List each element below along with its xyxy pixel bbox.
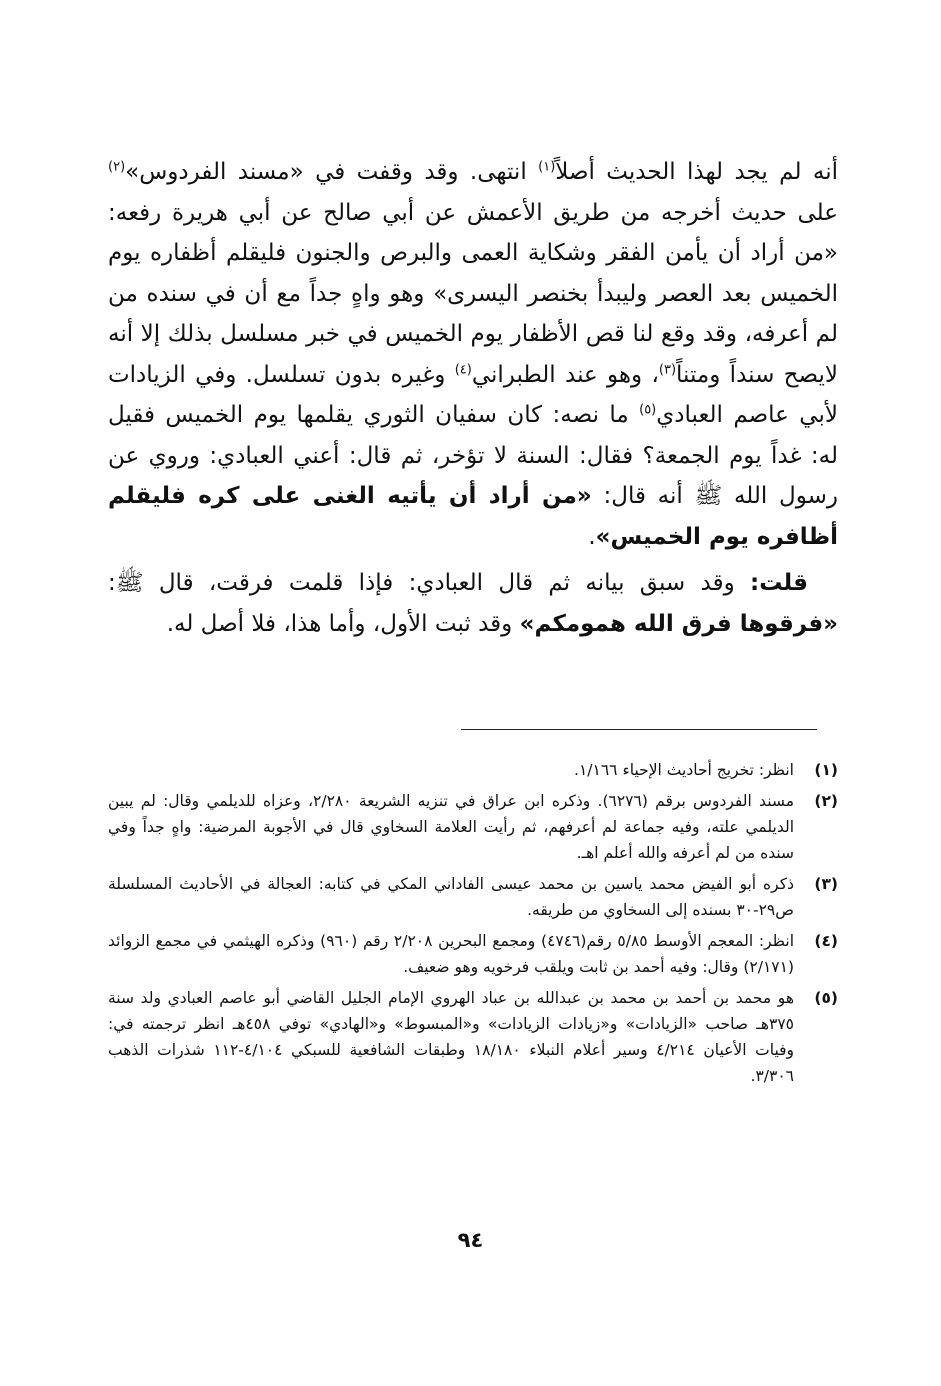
text-segment: وقد ثبت الأول، وأما هذا، فلا أصل له. (166, 610, 520, 637)
footnote-ref-5: (٥) (639, 402, 657, 418)
footnote-text: انظر: تخريج أحاديث الإحياء ١/١٦٦. (574, 761, 794, 779)
footnote-4 (108, 928, 838, 980)
footnote-2 (108, 788, 838, 866)
footnote-text: انظر: المعجم الأوسط ٥/٨٥ رقم(٤٧٤٦) ومجمع البحرين ٢/٢٠٨ رقم (٩٦٠) وذكره الهيثمي في مجمع الزوائد (٢/١٧١) وقال: وفيه أحمد بن ثابت ويلقب فرخويه وهو ضعيف. (108, 932, 795, 976)
footnote-text: مسند الفردوس برقم (٦٢٧٦). وذكره ابن عراق في تنزيه الشريعة ٢/٢٨٠، وعزاه للديلمي وقال: لم يبين الديلمي علته، وفيه جماعة لم أعرفهم، ثم رأيت العلامة السخاوي قال في الأجوبة المرضية: واهٍ جداً وفي سنده من لم أعرفه والله أعلم اهـ. (108, 792, 794, 862)
text-segment: أنه لم يجد لهذا الحديث أصلاً (555, 159, 839, 185)
footnote-3 (108, 871, 838, 923)
qultu-label: قلت: (750, 570, 808, 596)
paragraph-2 (108, 563, 838, 644)
footnote-number: (٥) (814, 989, 838, 1007)
footnote-divider (461, 729, 817, 730)
paragraph-1 (108, 152, 838, 557)
text-segment: وغيره بدون تسلسل. وفي الزيادات لأبي عاصم العبادي (108, 361, 838, 428)
text-segment: على حديث أخرجه من طريق الأعمش عن أبي صالح عن أبي هريرة رفعه: «من أراد أن يأمن الفقر وشكاية العمى والبرص والجنون فليقلم أظفاره يوم الخميس بعد العصر وليبدأ بخنصر اليسرى» وهو واهٍ جداً مع أن في سنده من لم أعرفه، وقد وقع لنا قص الأظفار يوم الخميس في خبر مسلسل بذلك إلا أنه لايصح سنداً ومتناً (108, 199, 838, 388)
text-segment: ما نصه: كان سفيان الثوري يقلمها يوم الخميس فقيل له: غداً يوم الجمعة؟ فقال: السنة لا تؤخر، ثم قال: أعني العبادي: وروي عن رسول الله ﷺ أنه قال: (108, 402, 838, 509)
main-text (108, 152, 838, 644)
page-number: ٩٤ (457, 1228, 484, 1252)
text-segment: . (588, 523, 596, 550)
text-segment: وقد سبق بيانه ثم قال العبادي: فإذا قلمت فرقت، قال ﷺ: (108, 570, 750, 596)
footnote-text: ذكره أبو الفيض محمد ياسين بن محمد عيسى الفاداني المكي في كتابه: العجالة في الأحاديث المسلسلة ص٢٩-٣٠ بسنده إلى السخاوي من طريقه. (108, 875, 794, 919)
text-segment: انتهى. وقد وقفت في «مسند الفردوس» (125, 159, 539, 185)
footnote-ref-4: (٤) (454, 361, 472, 377)
footnote-text: هو محمد بن أحمد بن محمد بن عبدالله بن عباد الهروي الإمام الجليل القاضي أبو عاصم العبادي ولد سنة ٣٧٥هـ صاحب «الزيادات» و«زيادات الزيادات» و«المبسوط» و«الهادي» توفي ٤٥٨هـ انظر ترجمته في: وفيات الأعيان ٤/٢١٤ وسير أعلام النبلاء ١٨/١٨٠ وطبقات الشافعية للسبكي ٤/١٠٤-١١٢ شذرات الذهب ٣/٣٠٦. (108, 989, 795, 1085)
hadith-quote: «فرقوها فرق الله همومكم» (519, 610, 838, 637)
footnote-ref-2: (٢) (108, 159, 126, 175)
footnote-1 (108, 757, 838, 783)
footnote-number: (٤) (814, 932, 838, 950)
footnote-number: (٢) (814, 792, 838, 810)
footnote-ref-1: (١) (538, 159, 556, 175)
hadith-quote: «من أراد أن يأتيه الغنى على كره فليقلم أظافره يوم الخميس» (108, 483, 838, 550)
footnote-5 (108, 985, 838, 1089)
footnote-ref-3: (٣) (658, 361, 677, 377)
footnote-number: (١) (814, 761, 838, 779)
text-segment: ، وهو عند الطبراني (471, 361, 659, 388)
footnote-number: (٣) (814, 875, 838, 893)
footnotes-section (108, 757, 838, 1094)
